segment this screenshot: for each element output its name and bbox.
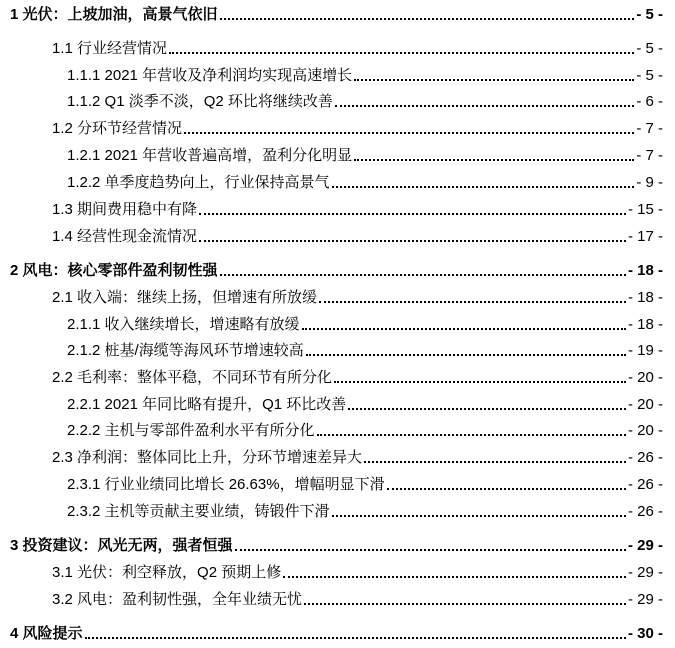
toc-entry-label: 2 风电：核心零部件盈利韧性强 [10,262,218,279]
toc-entry-label: 1.1.1 2021 年营收及净利润均实现高速增长 [67,67,353,84]
toc-entry-page: - 18 - [627,289,663,306]
toc-entry-page: - 26 - [627,476,663,493]
toc-entry-label: 2.1.1 收入继续增长，增速略有放缓 [67,316,300,333]
toc-entry-label: 3.2 风电：盈利韧性强，全年业绩无忧 [52,591,303,608]
toc-entry-label: 4 风险提示 [10,625,83,642]
toc-entry-page: - 20 - [627,396,663,413]
dot-leader [184,132,634,134]
toc-entry[interactable] [52,224,663,246]
dot-leader [304,603,626,605]
toc-entry[interactable] [67,392,663,414]
toc-entry-label: 3.1 光伏：利空释放，Q2 预期上修 [52,564,282,581]
dot-leader [85,637,626,639]
toc-entry-page: - 7 - [636,120,663,137]
dot-leader [332,186,635,188]
toc-entry-label: 2.2.1 2021 年同比略有提升，Q1 环比改善 [67,396,347,413]
toc-entry[interactable] [52,197,663,219]
toc-entry-page: - 26 - [627,449,663,466]
toc-entry-page: - 29 - [627,537,663,554]
dot-leader [364,461,626,463]
dot-leader [335,105,634,107]
toc-entry-label: 1.2.2 单季度趋势向上，行业保持高景气 [67,174,330,191]
toc-entry-page: - 18 - [627,262,663,279]
toc-entry-page: - 30 - [627,625,663,642]
dot-leader [199,240,626,242]
toc-entry-page: - 5 - [636,6,663,23]
toc-entry-page: - 29 - [627,591,663,608]
toc-entry[interactable] [67,170,663,192]
dot-leader [220,18,635,20]
toc-entry[interactable] [10,621,663,643]
dot-leader [302,328,626,330]
toc-entry-page: - 7 - [636,147,663,164]
toc-entry[interactable] [52,365,663,387]
toc-entry-label: 2.1.2 桩基/海缆等海风环节增速较高 [67,342,304,359]
toc-entry-page: - 6 - [636,93,663,110]
toc-entry[interactable] [52,36,663,58]
toc-entry-label: 1.4 经营性现金流情况 [52,228,198,245]
toc-entry[interactable] [10,533,663,555]
toc-entry-label: 3 投资建议：风光无两，强者恒强 [10,537,233,554]
toc-entry[interactable] [67,418,663,440]
toc-entry[interactable] [67,312,663,334]
toc-entry-page: - 5 - [636,40,663,57]
toc-entry-page: - 29 - [627,564,663,581]
toc-entry[interactable] [52,445,663,467]
dot-leader [199,213,626,215]
dot-leader [235,549,626,551]
dot-leader [220,274,626,276]
toc-entry-label: 2.2 毛利率：整体平稳，不同环节有所分化 [52,369,333,386]
toc-entry-page: - 15 - [627,201,663,218]
toc-entry-label: 1.2 分环节经营情况 [52,120,183,137]
toc-entry-label: 1.3 期间费用稳中有降 [52,201,198,218]
toc-entry-label: 2.3.2 主机等贡献主要业绩，铸锻件下滑 [67,503,330,520]
dot-leader [387,488,626,490]
dot-leader [334,381,626,383]
toc-entry[interactable] [67,499,663,521]
toc-entry[interactable] [10,258,663,280]
toc-entry-label: 2.3.1 行业业绩同比增长 26.63%，增幅明显下滑 [67,476,385,493]
toc-entry[interactable] [67,89,663,111]
toc-entry-page: - 26 - [627,503,663,520]
toc-entry-page: - 9 - [636,174,663,191]
toc-entry-page: - 19 - [627,342,663,359]
toc-entry[interactable] [67,143,663,165]
toc-entry-page: - 20 - [627,422,663,439]
toc-entry[interactable] [52,116,663,138]
toc-entry-page: - 17 - [627,228,663,245]
dot-leader [332,515,626,517]
toc-entry[interactable] [52,285,663,307]
toc-entry[interactable] [52,560,663,582]
toc-entry-label: 1.1.2 Q1 淡季不淡，Q2 环比将继续改善 [67,93,333,110]
dot-leader [306,354,626,356]
dot-leader [169,52,634,54]
toc-entry-label: 1.1 行业经营情况 [52,40,168,57]
toc-entry[interactable] [52,587,663,609]
dot-leader [354,159,634,161]
dot-leader [354,79,634,81]
dot-leader [283,576,626,578]
dot-leader [317,434,626,436]
toc-entry-label: 1.2.1 2021 年营收普遍高增，盈利分化明显 [67,147,353,164]
toc-entry-label: 2.1 收入端：继续上扬，但增速有所放缓 [52,289,318,306]
toc-entry[interactable] [10,2,663,24]
toc-entry-page: - 5 - [636,67,663,84]
toc-entry[interactable] [67,472,663,494]
dot-leader [319,301,626,303]
toc-entry[interactable] [67,63,663,85]
toc-entry-label: 2.3 净利润：整体同比上升，分环节增速差异大 [52,449,363,466]
toc-entry-page: - 20 - [627,369,663,386]
dot-leader [348,408,626,410]
toc-entry[interactable] [67,338,663,360]
toc-entry-page: - 18 - [627,316,663,333]
toc-entry-label: 1 光伏：上坡加油，高景气依旧 [10,6,218,23]
toc-entry-label: 2.2.2 主机与零部件盈利水平有所分化 [67,422,315,439]
